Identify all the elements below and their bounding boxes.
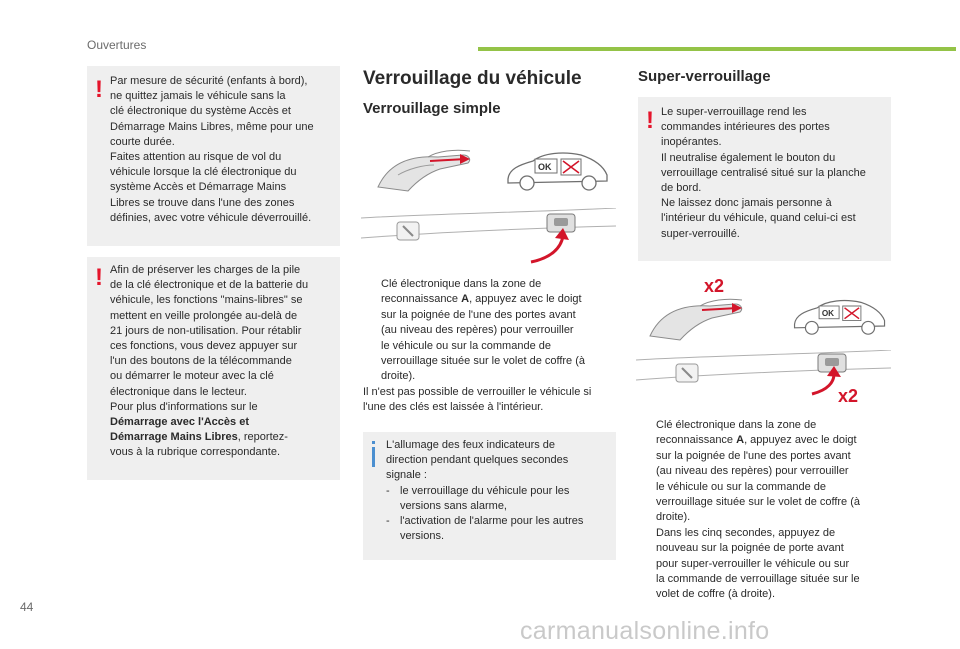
ok-label: OK xyxy=(538,162,552,172)
step-item xyxy=(363,277,618,385)
step-item xyxy=(638,418,893,526)
tailgate-button-illustration xyxy=(361,208,616,268)
warning-icon: ! xyxy=(95,76,103,103)
tailgate-button-x2-illustration xyxy=(636,350,891,410)
step-item xyxy=(638,526,893,603)
subheading-simple-locking: Verrouillage simple xyxy=(363,100,501,117)
step-text: Clé électronique dans la zone de reconnaissance A, appuyez avec le doigt sur la poignée de l'une des portes avant (au niveau des repères) pour verrouiller le véhicule ou sur la commande de verrouillage située sur le volet de coffre (à droite). xyxy=(656,419,861,524)
bullet-icon xyxy=(638,418,656,526)
bullet-icon xyxy=(638,526,656,603)
warning-box-security xyxy=(87,66,340,246)
warning-text-deadlocking: Le super-verrouillage rend les commandes intérieures des portes inopérantes. Il neutralise également le bouton du verrouillage centralisé situé sur la planche de bord. Ne laissez donc jamais personne à l'intérieur du véhicule, quand celui-ci est super-verrouillé. xyxy=(661,106,866,240)
x2-label: x2 xyxy=(704,276,725,296)
deadlocking-steps xyxy=(638,418,893,603)
car-ok-illustration xyxy=(503,145,613,195)
locking-note: Il n'est pas possible de verrouiller le véhicule si l'une des clés est laissée à l'intérieur. xyxy=(363,385,592,414)
info-intro: L'allumage des feux indicateurs de direction pendant quelques secondes signale : xyxy=(386,439,569,482)
section-heading-locking: Verrouillage du véhicule xyxy=(363,68,582,89)
watermark: carmanualsonline.info xyxy=(520,617,770,645)
warning-box-deadlocking xyxy=(638,97,891,261)
door-handle-x2-illustration xyxy=(642,274,772,344)
ok-label: OK xyxy=(821,309,835,318)
step-text: Dans les cinq secondes, appuyez de nouveau sur la poignée de porte avant pour super-verrouiller le véhicule ou sur la commande de verrouillage située sur le volet de coffre (à droite). xyxy=(656,526,860,601)
info-list-item: - le verrouillage du véhicule pour les versions sans alarme, xyxy=(386,484,570,512)
warning-text-security: Par mesure de sécurité (enfants à bord), ne quittez jamais le véhicule sans la clé électronique du système Accès et Démarrage Mains Libres, même pour une courte durée. Faites attention au risque de vol du véhicule lorsque la clé électronique du système Accès et Démarrage Mains Libres se trouve dans l'une des zones définies, avec votre véhicule déverrouillé. xyxy=(110,75,314,224)
bullet-icon xyxy=(363,277,381,385)
simple-locking-steps xyxy=(363,277,618,416)
x2-label: x2 xyxy=(838,386,859,406)
step-text: Clé électronique dans la zone de reconnaissance A, appuyez avec le doigt sur la poignée de l'une des portes avant (au niveau des repères) pour verrouiller le véhicule ou sur la commande de verrouillage située sur le volet de coffre (à droite). xyxy=(381,278,586,383)
section-heading-deadlocking: Super-verrouillage xyxy=(638,68,771,85)
warning-text-battery: Afin de préserver les charges de la pile de la clé électronique et de la batterie du véhicule, les fonctions "mains-libres" se mettent en veille prolongée au-delà de 21 jours de non-utilisation. Pour rétablir ces fonctions, vous devez appuyer sur l'un des boutons de la télécommande ou démarrer le moteur avec la clé électronique dans le lecteur. Pour plus d'informations sur le Démarrage avec l'Accès et Démarrage Mains Libres, reportez- vous à la rubrique correspondante. xyxy=(110,264,309,459)
car-ok-illustration xyxy=(790,292,890,340)
info-icon xyxy=(372,447,375,467)
warning-icon: ! xyxy=(646,107,654,134)
door-handle-illustration xyxy=(368,135,488,195)
page-number: 44 xyxy=(20,600,34,614)
warning-box-battery xyxy=(87,257,340,480)
info-box-indicators xyxy=(363,432,616,560)
info-list-item: - l'activation de l'alarme pour les autres versions. xyxy=(386,515,584,543)
section-title: Ouvertures xyxy=(87,38,147,52)
header-accent-bar xyxy=(478,47,956,51)
warning-icon: ! xyxy=(95,264,103,291)
